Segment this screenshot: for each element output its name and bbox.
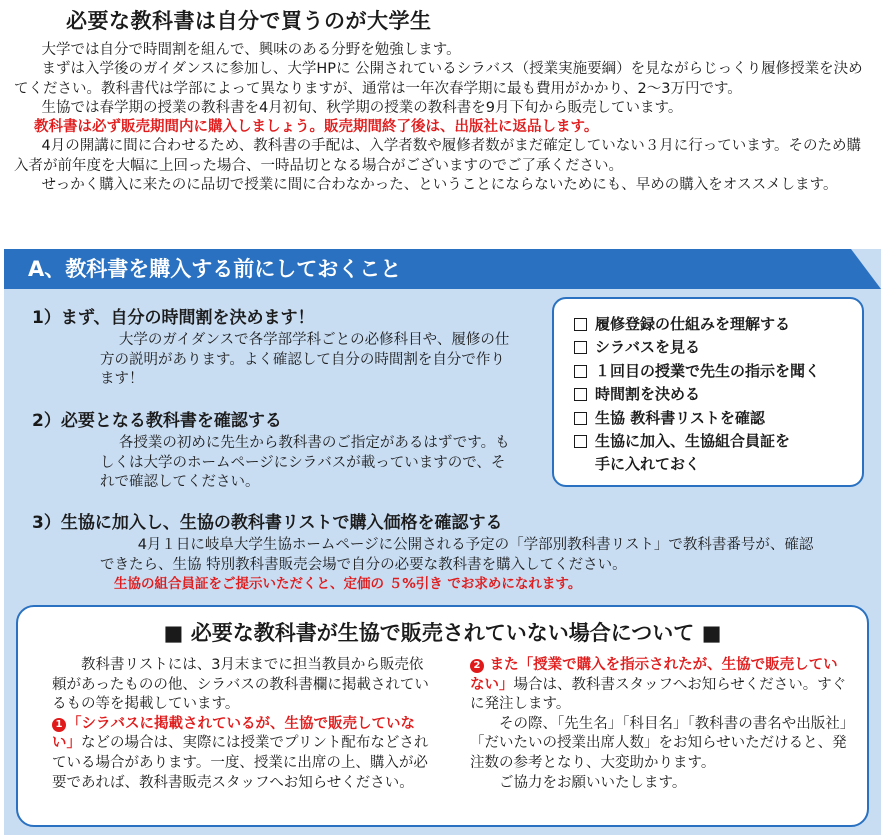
checkbox-icon[interactable]	[574, 341, 587, 354]
not-sold-left-column	[52, 656, 430, 793]
step-2-text	[100, 434, 512, 493]
intro-paragraph-1: 大学では自分で時間割を組んで、興味のある分野を勉強します。	[41, 42, 461, 58]
not-sold-right-thanks: ご協力をお願いいたします。	[499, 774, 687, 791]
step-3-body: 4月１日に岐阜大学生協ホームページに公開される予定の「学部別教科書リスト」で教科書番号が、確認できたら、生協 特別教科書販売会場で自分の必要な教科書を購入してください。	[100, 537, 814, 573]
checklist-label: １回目の授業で先生の指示を聞く	[595, 361, 821, 380]
step-1-title: 1）まず、自分の時間割を決めます！	[32, 308, 315, 328]
intro-warning: 教科書は必ず販売期間内に購入しましょう。販売期間終了後は、出版社に返品します。	[34, 119, 599, 136]
checklist-item[interactable]	[574, 430, 854, 477]
checklist-item[interactable]	[574, 336, 854, 359]
number-badge-2: 2	[470, 659, 484, 673]
not-sold-right-column	[470, 656, 848, 793]
checklist-label: 時間割を決める	[595, 385, 701, 404]
intro-paragraph-2: まずは入学後のガイダンスに参加し、大学HPに 公開されているシラバス（授業実施要綱）を見ながらじっくり履修授業を決めてください。教科書代は学部によって異なりますが、通常は一年次春学期に最も費用がかかり、2〜3万円です。	[14, 61, 863, 97]
step-3-text	[100, 536, 816, 595]
page-title: 必要な教科書は自分で買うのが大学生	[66, 9, 432, 33]
not-sold-right-request: その際、「先生名」「科目名」「教科書の書名や出版社」「だいたいの授業出席人数」をお知らせいただけると、発注数の参考となり、大変助かります。	[470, 715, 847, 771]
not-sold-left-highlight: 「シラバスに掲載されているが、生協で販売していない」	[52, 715, 415, 752]
checklist-item[interactable]	[574, 313, 854, 336]
not-sold-right-case	[470, 656, 848, 715]
not-sold-right-body: 場合は、教科書スタッフへお知らせください。すぐに発注します。	[470, 676, 847, 713]
step-3-discount: 生協の組合員証をご提示いただくと、定価の ５%引き でお求めになれます。	[114, 576, 582, 592]
not-sold-left-intro: 教科書リストには、3月末までに担当教員から販売依頼があったものの他、シラバスの教科書欄に掲載されているもの等を掲載しています。	[52, 657, 429, 713]
checkbox-icon[interactable]	[574, 388, 587, 401]
step-2-body: 各授業の初めに先生から教科書のご指定があるはずです。もしくは大学のホームページにシラバスが載っていますので、それで確認してください。	[100, 435, 510, 490]
checklist-label: 生協に加入、生協組合員証を 手に入れておく	[595, 432, 791, 474]
checkbox-icon[interactable]	[574, 365, 587, 378]
intro-paragraph-5: せっかく購入に来たのに品切で授業に間に合わなかった、ということにならないためにも、早めの購入をオススメします。	[41, 177, 838, 194]
number-badge-1: 1	[52, 718, 66, 732]
step-2-title: 2）必要となる教科書を確認する	[32, 411, 282, 431]
not-sold-left-case	[52, 715, 430, 793]
section-a-header: A、教科書を購入する前にしておくこと	[4, 249, 881, 289]
checklist-label: シラバスを見る	[595, 338, 701, 357]
checkbox-icon[interactable]	[574, 318, 587, 331]
checklist-label: 履修登録の仕組みを理解する	[595, 315, 791, 333]
section-a	[4, 249, 881, 835]
intro-paragraph-4: 4月の開講に間に合わせるため、教科書の手配は、入学者数や履修者数がまだ確定していない３月に行っています。そのため購入者が前年度を大幅に上回った場合、一時品切となる場合がございますのでご了承ください。	[14, 138, 862, 174]
not-sold-box	[16, 605, 869, 827]
checkbox-icon[interactable]	[574, 435, 587, 448]
intro-paragraph-3: 生協では春学期の授業の教科書を4月初旬、秋学期の授業の教科書を9月下旬から販売しています。	[41, 99, 683, 116]
checkbox-icon[interactable]	[574, 412, 587, 425]
intro-area	[0, 0, 885, 246]
step-1-text	[100, 331, 512, 390]
checklist-item[interactable]	[574, 383, 854, 406]
intro-text	[14, 41, 874, 195]
checklist-item[interactable]	[574, 360, 854, 383]
checklist-label: 生協 教科書リストを確認	[595, 408, 765, 427]
step-1-body: 大学のガイダンスで各学部学科ごとの必修科目や、履修の仕方の説明があります。よく確認して自分の時間割を自分で作ります！	[100, 332, 510, 387]
step-3-title: 3）生協に加入し、生協の教科書リストで購入価格を確認する	[32, 513, 503, 533]
not-sold-right-highlight: また「授業で購入を指示されたが、生協で販売していない」	[470, 657, 838, 693]
checklist-box	[552, 297, 864, 487]
not-sold-left-body: などの場合は、実際には授業でプリント配布などされている場合があります。一度、授業に出席の上、購入が必要であれば、教科書販売スタッフへお知らせください。	[52, 735, 429, 791]
checklist-item[interactable]	[574, 407, 854, 430]
not-sold-title: ■ 必要な教科書が生協で販売されていない場合について ■	[163, 621, 722, 645]
